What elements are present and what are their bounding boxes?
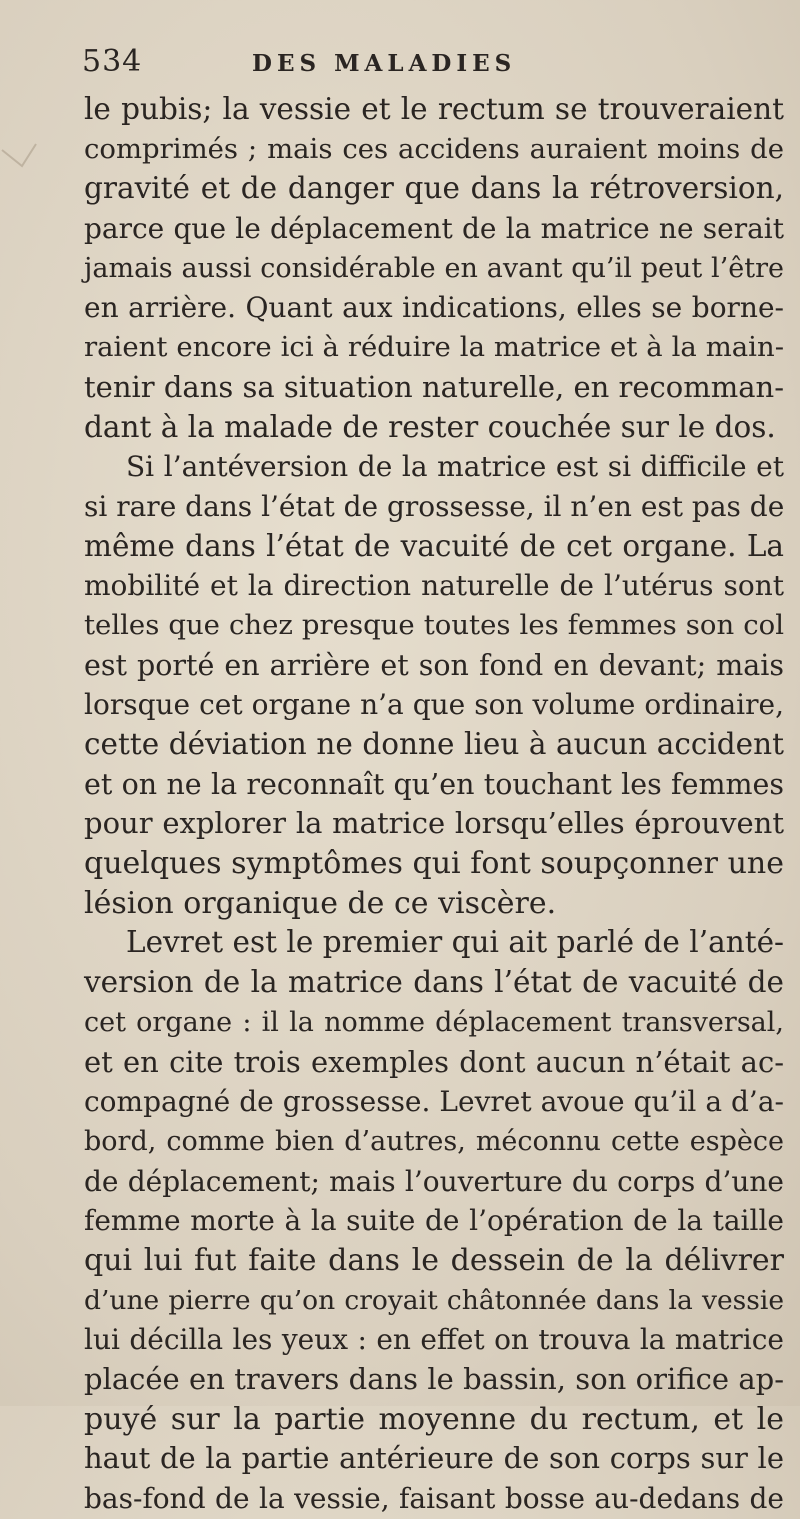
text-line: lui décilla les yeux : en effet on trouva la matrice bbox=[84, 1323, 784, 1357]
text-line: qui lui fut faite dans le dessein de la délivrer bbox=[84, 1242, 784, 1278]
text-line: de déplacement; mais l’ouverture du corps d’une bbox=[84, 1164, 784, 1198]
text-line: Levret est le premier qui ait parlé de l’anté- bbox=[126, 925, 784, 960]
text-line: et en cite trois exemples dont aucun n’était ac- bbox=[84, 1044, 784, 1079]
text-line: cette déviation ne donne lieu à aucun accident bbox=[84, 727, 784, 761]
text-line: gravité et de danger que dans la rétroversion, bbox=[84, 171, 784, 206]
text-line: si rare dans l’état de grossesse, il n’en est pas de bbox=[84, 489, 785, 523]
text-line: même dans l’état de vacuité de cet organe. La bbox=[84, 528, 784, 563]
text-line: tenir dans sa situation naturelle, en recomman- bbox=[84, 369, 784, 404]
text-line: lorsque cet organe n’a que son volume ordinaire, bbox=[84, 688, 784, 722]
text-line: puyé sur la partie moyenne du rectum, et le bbox=[84, 1401, 784, 1437]
text-line: le pubis; la vessie et le rectum se trouveraient bbox=[84, 92, 784, 126]
text-line: mobilité et la direction naturelle de l’utérus sont bbox=[84, 569, 784, 603]
page-edge-mark bbox=[0, 140, 40, 170]
text-line: haut de la partie antérieure de son corps sur le bbox=[84, 1441, 784, 1476]
text-line: comprimés ; mais ces accidens auraient moins de bbox=[84, 132, 784, 165]
text-line: bas-fond de la vessie, faisant bosse au-dedans de bbox=[84, 1482, 784, 1516]
text-line: bord, comme bien d’autres, méconnu cette espèce bbox=[84, 1125, 784, 1157]
text-line: en arrière. Quant aux indications, elles se borne- bbox=[84, 291, 784, 325]
text-line: telles que chez presque toutes les femmes son col bbox=[84, 608, 784, 641]
text-line: d’une pierre qu’on croyait châtonnée dans la vessie bbox=[84, 1284, 784, 1316]
text-line: quelques symptômes qui font soupçonner une bbox=[84, 846, 784, 882]
text-line: Si l’antéversion de la matrice est si difficile et bbox=[126, 450, 784, 484]
text-line: parce que le déplacement de la matrice ne serait bbox=[84, 212, 784, 246]
text-line: jamais aussi considérable en avant qu’il peut l’être bbox=[84, 252, 784, 284]
text-line: lésion organique de ce viscère. bbox=[84, 885, 557, 921]
text-line: et on ne la reconnaît qu’en touchant les femmes bbox=[84, 767, 784, 801]
text-line: femme morte à la suite de l’opération de la taille bbox=[84, 1204, 784, 1238]
text-line: dant à la malade de rester couchée sur le dos. bbox=[84, 409, 776, 444]
body-text bbox=[84, 90, 784, 1519]
text-line: raient encore ici à réduire la matrice et à la main- bbox=[84, 331, 784, 364]
text-line: version de la matrice dans l’état de vacuité de bbox=[84, 965, 784, 1000]
running-title: DES MALADIES bbox=[252, 50, 517, 77]
text-line: est porté en arrière et son fond en devant; mais bbox=[84, 648, 784, 682]
text-line: placée en travers dans le bassin, son orifice ap- bbox=[84, 1362, 784, 1396]
page-header bbox=[82, 42, 782, 88]
text-line: pour explorer la matrice lorsqu’elles éprouvent bbox=[84, 806, 784, 841]
text-line: compagné de grossesse. Levret avoue qu’il a d’a- bbox=[84, 1085, 784, 1119]
text-line: cet organe : il la nomme déplacement transversal, bbox=[84, 1006, 784, 1038]
page-number: 534 bbox=[82, 44, 143, 79]
